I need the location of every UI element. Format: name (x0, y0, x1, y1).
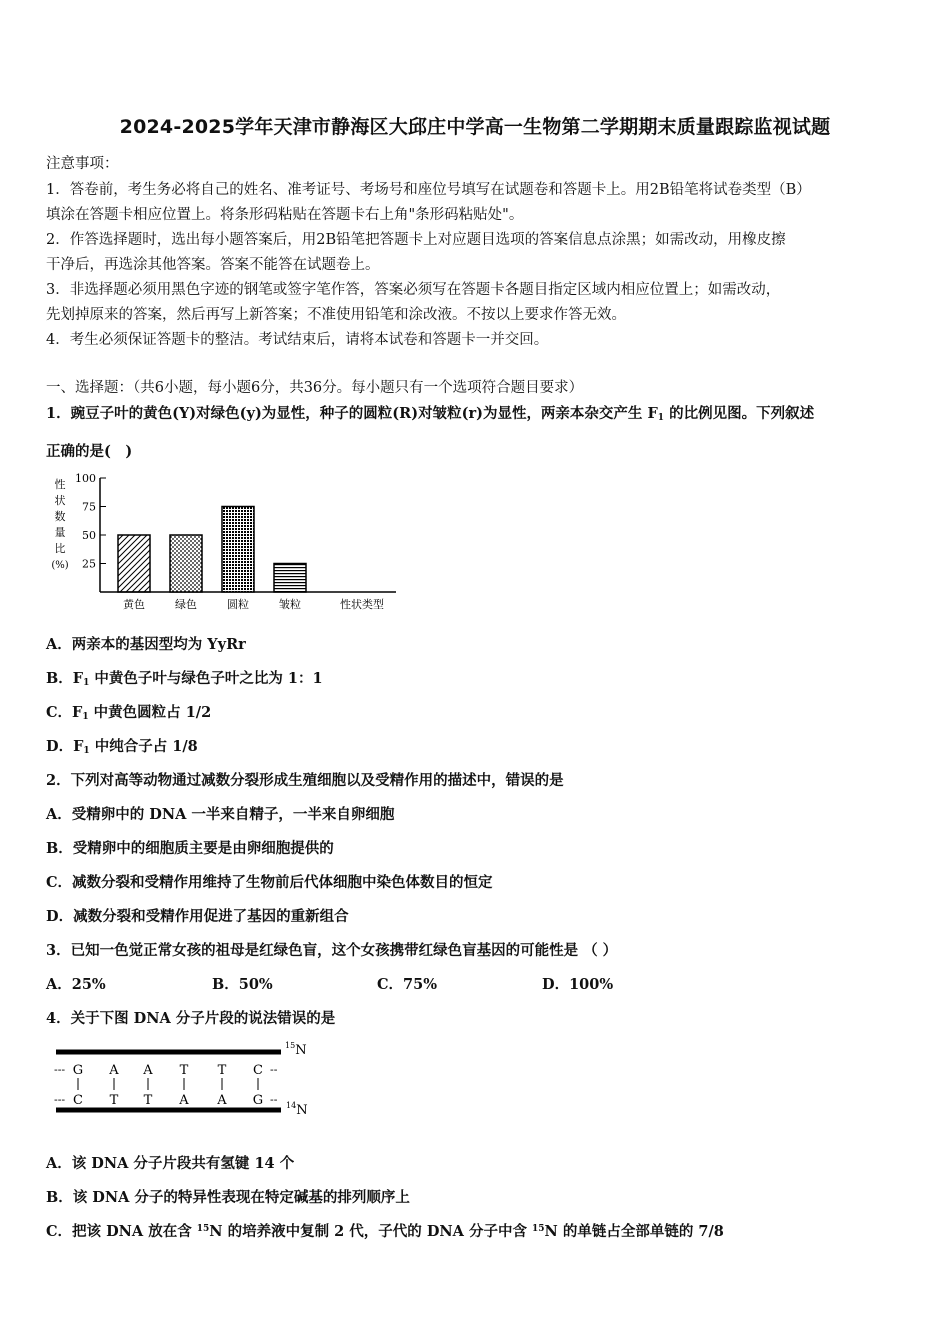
dna-top-right-dashes: -- (270, 1063, 278, 1076)
page-title: 2024-2025学年天津市静海区大邱庄中学高一生物第二学期期末质量跟踪监视试题 (119, 116, 831, 138)
dna-bottom-base: A (179, 1093, 189, 1108)
x-axis-title: 性状类型 (340, 598, 384, 611)
q2-option-a[interactable]: A．受精卵中的 DNA 一半来自精子，一半来自卵细胞 (46, 806, 395, 823)
notice-line: 干净后，再选涂其他答案。答案不能答在试题卷上。 (46, 257, 380, 273)
q2-option-c[interactable]: C．减数分裂和受精作用维持了生物前后代体细胞中染色体数目的恒定 (46, 874, 493, 891)
q4-stem: 4．关于下图 DNA 分子片段的说法错误的是 (46, 1010, 336, 1027)
y-axis-label-char: 比 (54, 542, 66, 555)
dna-bottom-right-dashes: -- (270, 1093, 278, 1106)
q2-option-d[interactable]: D．减数分裂和受精作用促进了基因的重新组合 (46, 908, 349, 925)
dna-top-base: A (109, 1063, 119, 1078)
y-axis-label-char: 性 (54, 478, 66, 491)
dna-bottom-base: A (217, 1093, 227, 1108)
x-tick-label: 绿色 (175, 598, 197, 611)
dna-top-label: $^{15}$N (285, 1041, 307, 1058)
q3-stem: 3．已知一色觉正常女孩的祖母是红绿色盲，这个女孩携带红绿色盲基因的可能性是 （ ） (46, 942, 618, 959)
bar-1 (118, 535, 150, 592)
dna-top-base: G (72, 1063, 84, 1078)
bar-3 (222, 507, 254, 593)
dna-top-base: T (179, 1063, 189, 1078)
notice-line: 填涂在答题卡相应位置上。将条形码粘贴在答题卡右上角"条形码粘贴处"。 (46, 207, 524, 223)
y-axis-label-char: 状 (54, 494, 66, 507)
bar-4 (274, 564, 306, 593)
y-tick-label: 50 (82, 529, 96, 542)
dna-bottom-left-dashes: --- (54, 1093, 66, 1106)
y-axis-label-char: 量 (54, 526, 66, 539)
y-axis-label-char: (%) (51, 560, 69, 571)
q4-option-c[interactable]: C．把该 DNA 放在含 $^{15}$N 的培养液中复制 2 代，子代的 DNA 分子中含 $^{15}$N 的单链占全部单链的 7/8 (46, 1223, 724, 1240)
dna-top-base: T (217, 1063, 227, 1078)
x-tick-label: 圆粒 (227, 598, 249, 611)
q3-option-a[interactable]: A．25% (46, 976, 106, 993)
dna-bottom-base: G (252, 1093, 264, 1108)
q4-option-b[interactable]: B．该 DNA 分子的特异性表现在特定碱基的排列顺序上 (46, 1189, 410, 1206)
section-heading: 一、选择题：（共6小题，每小题6分，共36分。每小题只有一个选项符合题目要求） (46, 380, 584, 396)
x-tick-label: 黄色 (123, 598, 145, 611)
dna-top-base: C (253, 1063, 263, 1078)
dna-bottom-base: T (109, 1093, 119, 1108)
q4-option-a[interactable]: A．该 DNA 分子片段共有氢键 14 个 (46, 1155, 295, 1172)
bar-2 (170, 535, 202, 592)
notice-line: 3．非选择题必须用黑色字迹的钢笔或签字笔作答，答案必须写在答题卡各题目指定区域内相应位置上；如需改动， (46, 282, 781, 298)
q1-option-b[interactable]: B．$F_1$ 中黄色子叶与绿色子叶之比为 1：1 (46, 670, 323, 688)
q1-stem: 1．豌豆子叶的黄色(Y)对绿色(y)为显性，种子的圆粒(R)对皱粒(r)为显性，两亲本杂交产生 $F_1$ 的比例见图。下列叙述 (46, 405, 815, 423)
q3-option-b[interactable]: B．50% (212, 976, 273, 993)
q3-option-c[interactable]: C．75% (377, 976, 437, 993)
notice-line: 1．答卷前，考生务必将自己的姓名、准考证号、考场号和座位号填写在试题卷和答题卡上。用2B铅笔将试卷类型（B） (46, 182, 811, 198)
q2-option-b[interactable]: B．受精卵中的细胞质主要是由卵细胞提供的 (46, 840, 334, 857)
dna-bottom-base: T (143, 1093, 153, 1108)
notice-line: 2．作答选择题时，选出每小题答案后，用2B铅笔把答题卡上对应题目选项的答案信息点涂黑；如需改动，用橡皮擦 (46, 232, 786, 248)
q1-option-c[interactable]: C．$F_1$ 中黄色圆粒占 1/2 (46, 704, 212, 722)
q1-bar-chart (46, 468, 406, 618)
y-axis-label-char: 数 (54, 510, 66, 523)
y-tick-label: 100 (75, 472, 96, 485)
q3-option-d[interactable]: D．100% (542, 976, 614, 993)
q1-stem-line2: 正确的是( ) (46, 443, 133, 460)
notice-line: 4．考生必须保证答题卡的整洁。考试结束后，请将本试卷和答题卡一并交回。 (46, 332, 549, 348)
dna-top-base: A (143, 1063, 153, 1078)
x-tick-label: 皱粒 (279, 598, 301, 611)
y-tick-label: 25 (82, 557, 96, 571)
q4-dna-figure (46, 1038, 326, 1123)
y-tick-label: 75 (82, 500, 96, 514)
q1-option-d[interactable]: D．$F_1$ 中纯合子占 1/8 (46, 738, 198, 756)
notice-heading: 注意事项： (46, 156, 119, 172)
q2-stem: 2．下列对高等动物通过减数分裂形成生殖细胞以及受精作用的描述中，错误的是 (46, 772, 564, 789)
dna-bottom-label: $^{14}$N (286, 1101, 308, 1118)
q1-option-a[interactable]: A．两亲本的基因型均为 YyRr (46, 636, 246, 653)
dna-top-left-dashes: --- (54, 1063, 66, 1076)
notice-line: 先划掉原来的答案，然后再写上新答案；不准使用铅笔和涂改液。不按以上要求作答无效。 (46, 307, 626, 323)
dna-bottom-base: C (73, 1093, 83, 1108)
